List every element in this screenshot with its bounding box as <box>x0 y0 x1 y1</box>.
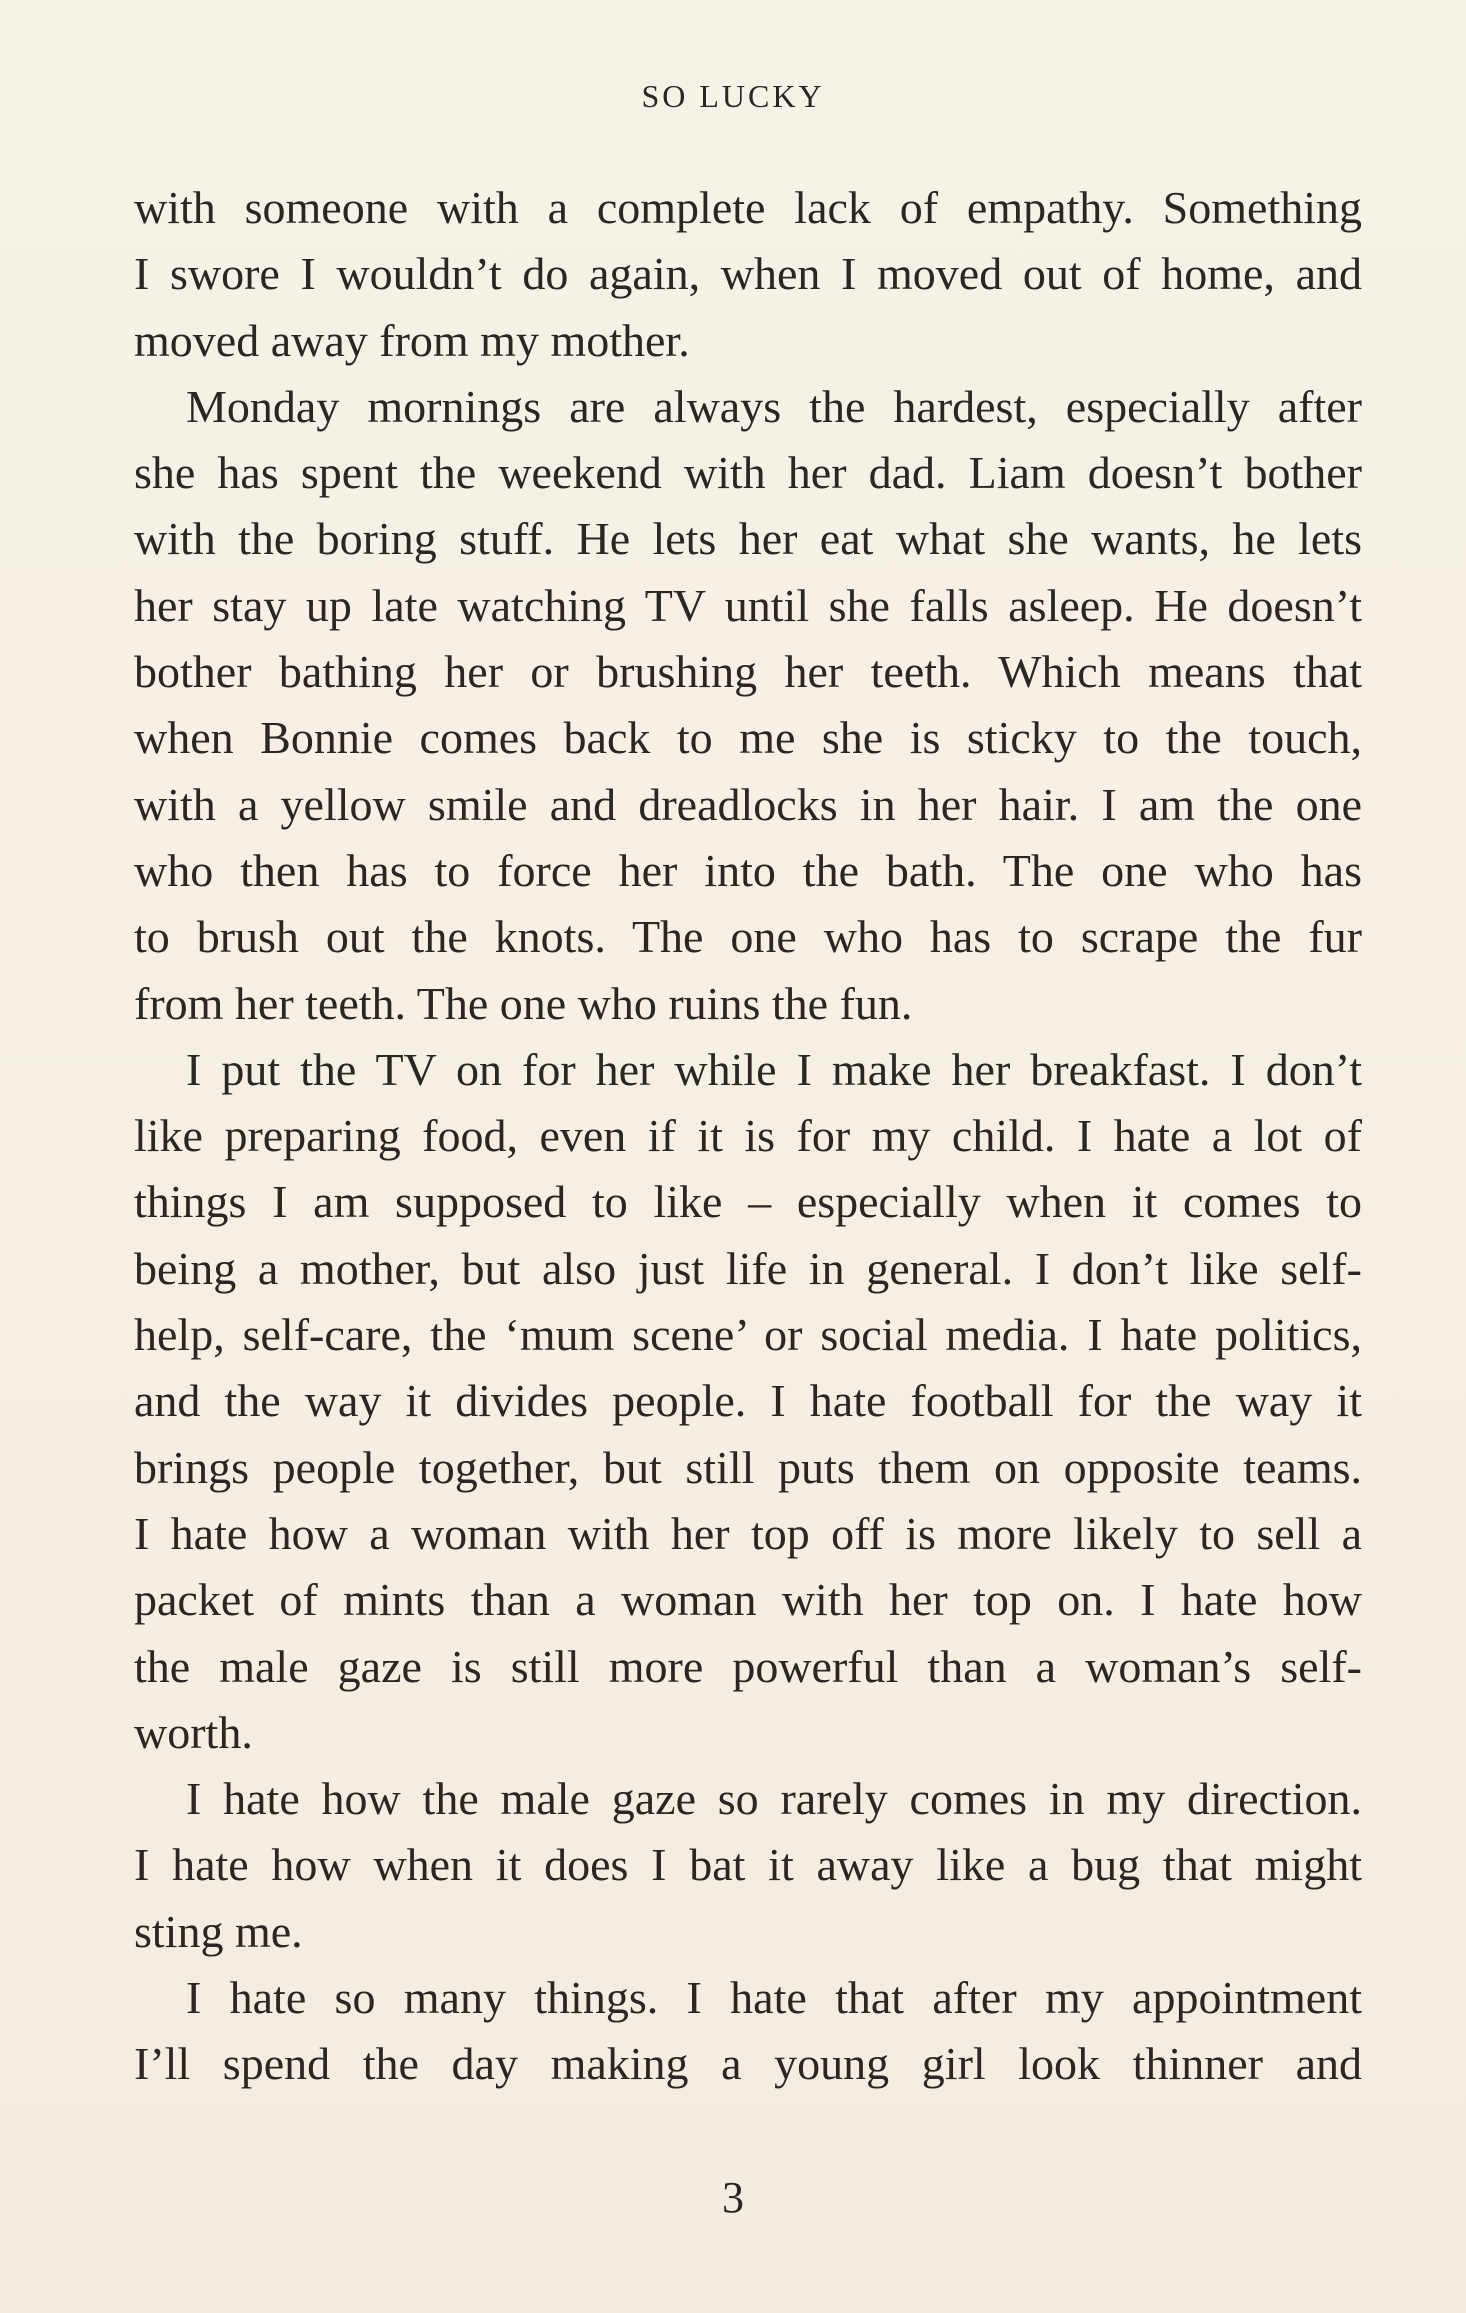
text-line: like preparing food, even if it is for my child. I hate a lot of <box>134 1110 1362 1162</box>
text-line: who then has to force her into the bath. The one who has <box>134 844 1362 896</box>
text-line: bother bathing her or brushing her teeth. Which means that <box>134 646 1362 698</box>
text-line: Monday mornings are always the hardest, especially after <box>186 380 1362 432</box>
text-line: from her teeth. The one who ruins the fun. <box>134 977 913 1029</box>
text-line: to brush out the knots. The one who has to scrape the fur <box>134 911 1362 963</box>
text-line: help, self-care, the ‘mum scene’ or social media. I hate politics, <box>134 1309 1362 1361</box>
text-line: with a yellow smile and dreadlocks in her hair. I am the one <box>134 778 1362 830</box>
text-line: she has spent the weekend with her dad. Liam doesn’t bother <box>134 447 1362 499</box>
text-line: her stay up late watching TV until she falls asleep. He doesn’t <box>134 579 1362 631</box>
text-line: moved away from my mother. <box>134 314 690 366</box>
text-line: things I am supposed to like – especially when it comes to <box>134 1176 1362 1228</box>
text-line: being a mother, but also just life in general. I don’t like self- <box>134 1242 1362 1294</box>
body-text <box>134 175 1362 2098</box>
text-line: worth. <box>134 1706 253 1758</box>
running-head: SO LUCKY <box>641 78 825 114</box>
text-line: I hate how a woman with her top off is more likely to sell a <box>134 1507 1362 1559</box>
text-line: with someone with a complete lack of empathy. Something <box>134 182 1362 233</box>
text-line: with the boring stuff. He lets her eat what she wants, he lets <box>134 513 1362 565</box>
text-line: sting me. <box>134 1905 303 1957</box>
page-number: 3 <box>722 2173 744 2222</box>
text-line: I put the TV on for her while I make her breakfast. I don’t <box>186 1043 1362 1095</box>
text-line: packet of mints than a woman with her top on. I hate how <box>134 1574 1362 1626</box>
text-line: I’ll spend the day making a young girl look thinner and <box>134 2038 1362 2090</box>
text-line: and the way it divides people. I hate football for the way it <box>134 1375 1362 1427</box>
text-line: the male gaze is still more powerful than a woman’s self- <box>134 1640 1362 1692</box>
text-line: I hate how the male gaze so rarely comes in my direction. <box>186 1773 1362 1825</box>
text-line: I hate how when it does I bat it away like a bug that might <box>134 1839 1362 1891</box>
text-line: I swore I wouldn’t do again, when I moved out of home, and <box>134 248 1362 300</box>
text-line: when Bonnie comes back to me she is sticky to the touch, <box>134 712 1362 764</box>
text-line: brings people together, but still puts them on opposite teams. <box>134 1441 1362 1493</box>
text-line: I hate so many things. I hate that after my appointment <box>186 1972 1362 2024</box>
